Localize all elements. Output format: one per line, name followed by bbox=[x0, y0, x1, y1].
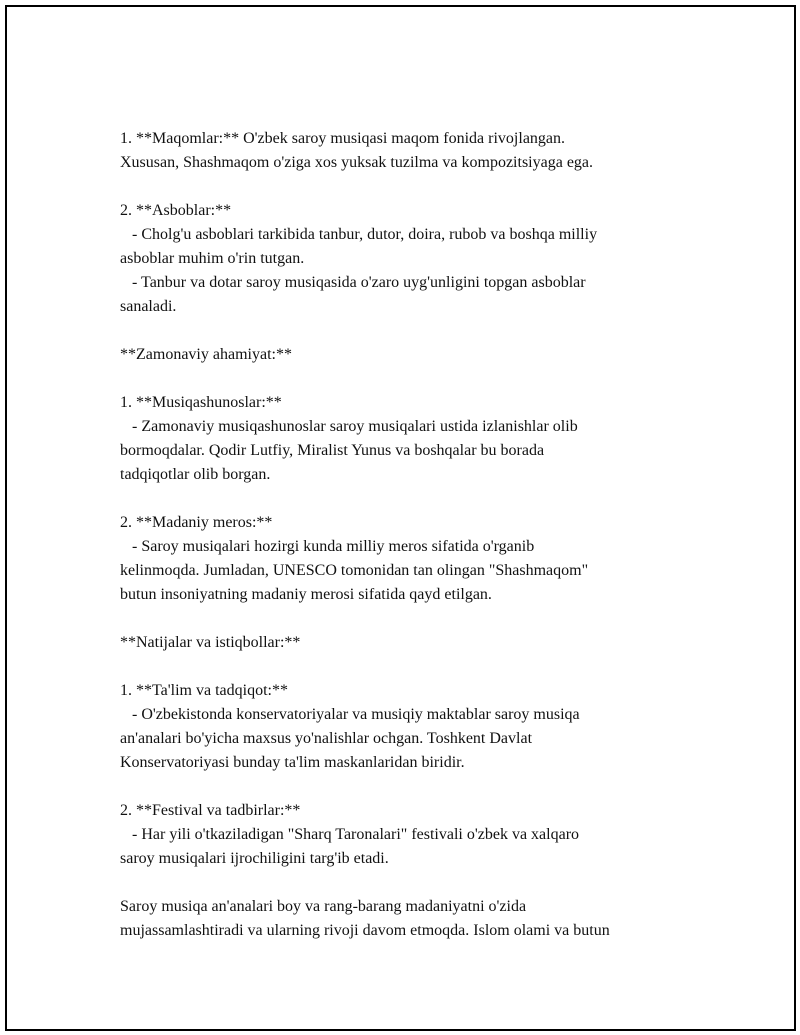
document-line: 2. **Festival va tadbirlar:** bbox=[120, 802, 301, 819]
document-line: - Zamonaviy musiqashunoslar saroy musiqalari ustida izlanishlar olib bbox=[120, 418, 578, 435]
document-line bbox=[120, 775, 700, 799]
document-line bbox=[120, 607, 700, 631]
document-line: - Har yili o'tkaziladigan "Sharq Taronalari" festivali o'zbek va xalqaro bbox=[120, 826, 580, 843]
document-line: Xususan, Shashmaqom o'ziga xos yuksak tuzilma va kompozitsiyaga ega. bbox=[120, 154, 594, 171]
document-line: Konservatoriyasi bunday ta'lim maskanlaridan biridir. bbox=[120, 754, 465, 771]
document-line: 1. **Maqomlar:** O'zbek saroy musiqasi maqom fonida rivojlangan. bbox=[120, 130, 566, 147]
document-line: tadqiqotlar olib borgan. bbox=[120, 466, 271, 483]
document-line bbox=[120, 487, 700, 511]
document-line: butun insoniyatning madaniy merosi sifatida qayd etilgan. bbox=[120, 586, 492, 603]
document-line bbox=[120, 367, 700, 391]
document-line: - Cholg'u asboblari tarkibida tanbur, dutor, doira, rubob va boshqa milliy bbox=[120, 226, 598, 243]
document-line: **Natijalar va istiqbollar:** bbox=[120, 634, 301, 651]
document-line bbox=[120, 655, 700, 679]
document-line: kelinmoqda. Jumladan, UNESCO tomonidan tan olingan "Shashmaqom" bbox=[120, 562, 589, 579]
document-line bbox=[120, 871, 700, 895]
document-line bbox=[120, 319, 700, 343]
document-line: 2. **Asboblar:** bbox=[120, 202, 232, 219]
document-body bbox=[120, 127, 700, 943]
document-line: an'analari bo'yicha maxsus yo'nalishlar ochgan. Toshkent Davlat bbox=[120, 730, 533, 747]
document-line: - Tanbur va dotar saroy musiqasida o'zaro uyg'unligini topgan asboblar bbox=[120, 274, 586, 291]
document-line: **Zamonaviy ahamiyat:** bbox=[120, 346, 292, 363]
page-frame bbox=[5, 5, 796, 1031]
document-line: - O'zbekistonda konservatoriyalar va musiqiy maktablar saroy musiqa bbox=[120, 706, 580, 723]
document-line: - Saroy musiqalari hozirgi kunda milliy meros sifatida o'rganib bbox=[120, 538, 535, 555]
document-line: mujassamlashtiradi va ularning rivoji davom etmoqda. Islom olami va butun bbox=[120, 922, 610, 939]
document-line: Saroy musiqa an'analari boy va rang-barang madaniyatni o'zida bbox=[120, 898, 527, 915]
document-line: asboblar muhim o'rin tutgan. bbox=[120, 250, 305, 267]
document-line: bormoqdalar. Qodir Lutfiy, Miralist Yunus va boshqalar bu borada bbox=[120, 442, 545, 459]
document-line: 1. **Ta'lim va tadqiqot:** bbox=[120, 682, 288, 699]
document-line: sanaladi. bbox=[120, 298, 177, 315]
document-line: 1. **Musiqashunoslar:** bbox=[120, 394, 282, 411]
document-line: saroy musiqalari ijrochiligini targ'ib etadi. bbox=[120, 850, 389, 867]
document-line: 2. **Madaniy meros:** bbox=[120, 514, 273, 531]
document-line bbox=[120, 175, 700, 199]
